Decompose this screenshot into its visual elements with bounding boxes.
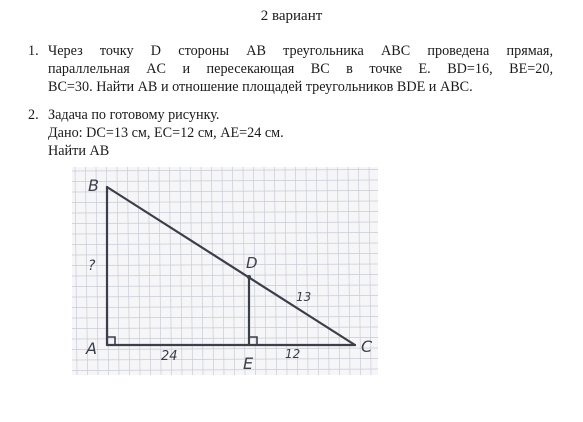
label-ae: 24 <box>161 349 178 364</box>
label-c: C <box>361 337 373 356</box>
label-dc: 13 <box>296 290 312 304</box>
problem-2-number: 2. <box>28 107 39 123</box>
problem-1 <box>28 42 553 96</box>
problem-1-line-2: параллельная AC и пересекающая BC в точке E. BD=16, BE=20, <box>48 61 553 77</box>
problem-2-find: Найти AB <box>48 143 110 159</box>
point-d-dot <box>247 275 251 279</box>
problem-2-given: Дано: DC=13 см, EC=12 см, AE=24 см. <box>48 125 284 141</box>
label-e: E <box>243 354 254 373</box>
triangle-figure-photo <box>72 167 378 375</box>
label-ec: 12 <box>285 347 301 361</box>
problem-1-line-1: Через точку D стороны AB треугольника ABC проведена прямая, <box>48 43 553 59</box>
label-a: A <box>86 339 97 358</box>
problem-1-line-3: BC=30. Найти AB и отношение площадей треугольников BDE и ABC. <box>48 79 473 95</box>
variant-title: 2 вариант <box>260 8 323 24</box>
problem-2-line-1: Задача по готовому рисунку. <box>48 107 220 123</box>
problem-1-number: 1. <box>28 43 39 59</box>
problem-2 <box>28 106 548 160</box>
label-ab-unknown: ? <box>88 258 96 274</box>
label-b: B <box>88 176 99 195</box>
label-d: D <box>246 254 258 272</box>
